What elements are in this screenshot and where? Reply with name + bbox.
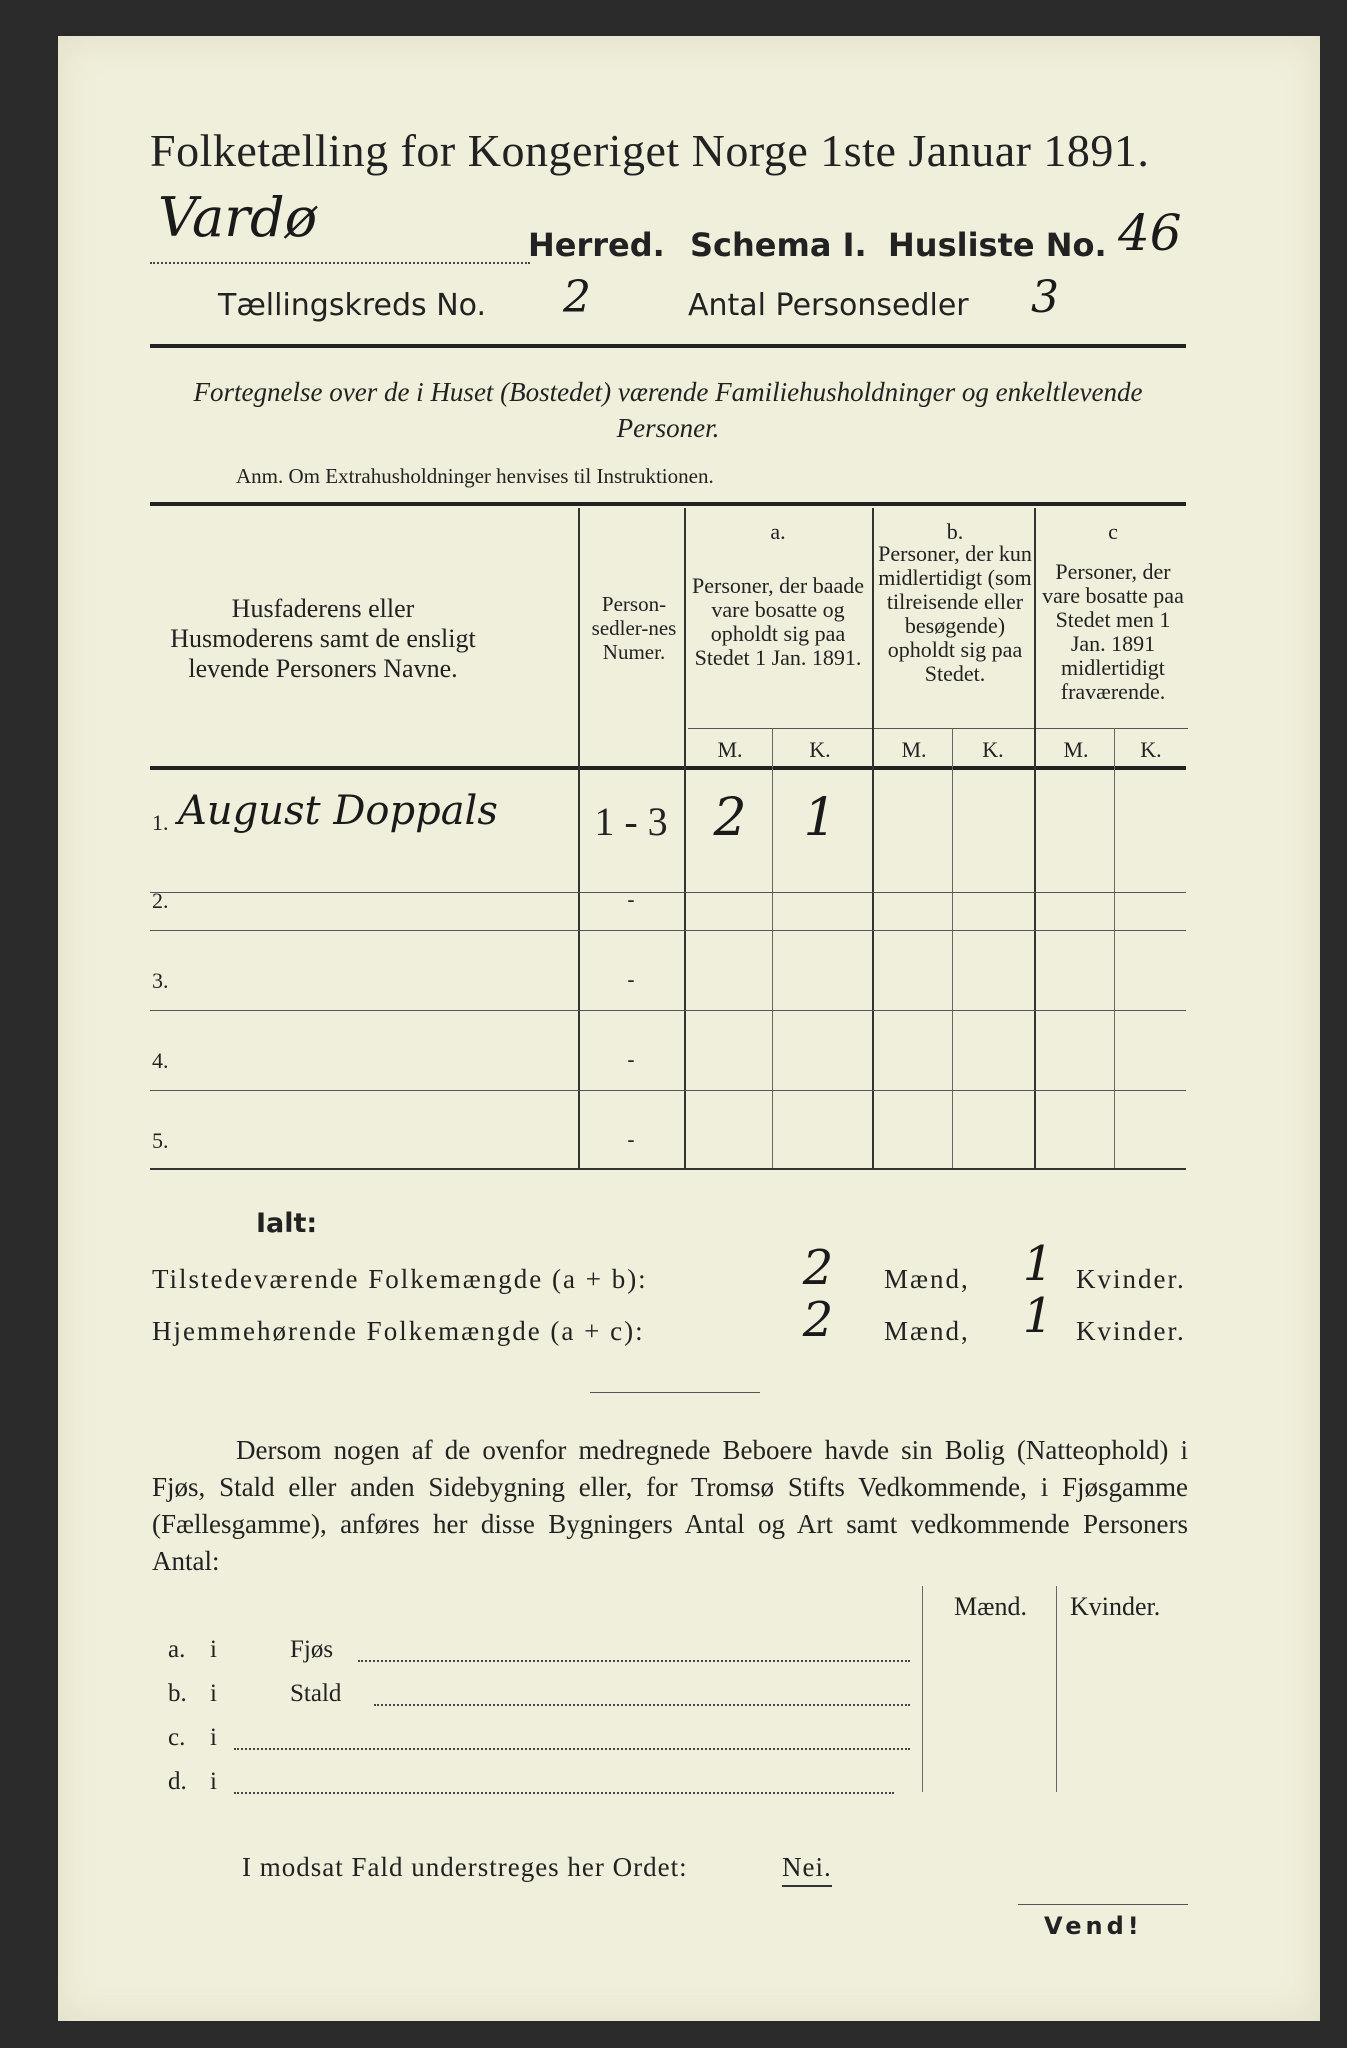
tilstede-kvinder-value: 1 <box>1022 1236 1054 1292</box>
col-divider-2 <box>684 508 686 1168</box>
row-2-number: 2. <box>152 888 169 913</box>
row-5-numer: - <box>627 1128 635 1153</box>
kreds-label: Tællingskreds No. <box>218 288 486 323</box>
antal-label: Antal Personsedler <box>688 288 969 323</box>
row-3-number: 3. <box>152 968 169 993</box>
group-a-text: Personer, der baade vare bosatte og opholdt sig paa Stedet 1 Jan. 1891. <box>692 573 864 670</box>
row-2-numer: - <box>627 888 635 913</box>
row-1-name: August Doppals <box>178 788 498 834</box>
building-c-dots <box>234 1748 910 1750</box>
b-k-label: K. <box>982 737 1004 762</box>
col-header-numer: Person-sedler-nes Numer. <box>591 592 677 664</box>
mk-top-rule <box>688 728 1188 729</box>
building-a-prefix: i <box>210 1636 217 1663</box>
herred-label: Herred. <box>528 226 665 264</box>
tilstede-label: Tilstedeværende Folkemængde (a + b): <box>152 1264 648 1294</box>
c-m-label: M. <box>1063 737 1089 762</box>
row-3-rule <box>150 1010 1186 1011</box>
row-3-numer: - <box>627 968 635 993</box>
hjemme-kvinder-label: Kvinder. <box>1076 1316 1186 1346</box>
group-b-text: Personer, der kun midlertidigt (som tilreisende eller besøgende) opholdt sig paa Stedet. <box>878 541 1032 686</box>
row-4-numer: - <box>627 1048 635 1073</box>
row-4-number: 4. <box>152 1048 169 1073</box>
building-b-prefix: i <box>210 1680 217 1707</box>
buildings-col-maend: Mænd. <box>954 1592 1027 1621</box>
building-a-label: Fjøs <box>290 1636 334 1663</box>
husliste-label: Husliste No. <box>888 226 1107 264</box>
tilstede-maend-label: Mænd, <box>884 1264 970 1294</box>
row-1-numer: 1 - 3 <box>594 799 668 844</box>
building-d-dots <box>234 1792 894 1794</box>
col-divider-b-mk <box>952 728 953 1168</box>
header-rule <box>150 344 1186 348</box>
vend-text: Vend! <box>1044 1912 1143 1940</box>
col-divider-4 <box>1034 508 1036 1168</box>
hjemme-maend-value: 2 <box>802 1292 834 1348</box>
col-divider-c-mk <box>1114 728 1115 1168</box>
group-b-letter: b. <box>946 519 964 544</box>
buildings-divider-1 <box>922 1586 923 1792</box>
table-header-bottom-rule <box>150 766 1186 770</box>
buildings-col-kvinder: Kvinder. <box>1070 1592 1161 1621</box>
row-2-rule <box>150 930 1186 931</box>
buildings-paragraph: Dersom nogen af de ovenfor medregnede Beboere havde sin Bolig (Natteophold) i Fjøs, Stald eller anden Sidebygning eller, for Tromsø Stifts Vedkommende, i Fjøsgamme (Fællesgamme), anføres her disse Bygningers Antal og Art samt vedkommende Personers Antal: <box>152 1435 1188 1576</box>
row-5-number: 5. <box>152 1128 169 1153</box>
table-bottom-rule <box>150 1168 1186 1170</box>
hjemme-label: Hjemmehørende Folkemængde (a + c): <box>152 1316 645 1346</box>
intro-description: Fortegnelse over de i Huset (Bostedet) værende Familiehusholdninger og enkeltlevende Personer. <box>193 377 1143 443</box>
herred-dotted-line <box>150 262 530 264</box>
building-b-label: Stald <box>290 1680 342 1707</box>
hjemme-kvinder-value: 1 <box>1022 1288 1054 1344</box>
antal-value: 3 <box>1031 272 1059 323</box>
row-1-number: 1. <box>152 810 169 835</box>
group-a-letter: a. <box>770 519 786 544</box>
form-title: Folketælling for Kongeriget Norge 1ste Januar 1891. <box>150 125 1150 176</box>
building-a-dots <box>358 1660 910 1662</box>
b-m-label: M. <box>901 737 927 762</box>
building-d-letter: d. <box>168 1768 187 1795</box>
c-k-label: K. <box>1140 737 1162 762</box>
row-4-rule <box>150 1090 1186 1091</box>
row-1-a-k: 1 <box>803 788 837 848</box>
schema-label: Schema I. <box>690 226 867 264</box>
a-m-label: M. <box>717 737 743 762</box>
a-k-label: K. <box>809 737 831 762</box>
herred-name: Vardø <box>158 186 318 249</box>
modsat-text: I modsat Fald understreges her Ordet: <box>242 1852 688 1882</box>
husliste-number: 46 <box>1118 204 1182 262</box>
building-d-prefix: i <box>210 1768 217 1795</box>
anm-note: Anm. Om Extrahusholdninger henvises til Instruktionen. <box>236 464 714 488</box>
nei-word: Nei. <box>782 1852 832 1887</box>
vend-rule <box>1018 1904 1188 1905</box>
building-c-prefix: i <box>210 1724 217 1751</box>
building-c-letter: c. <box>168 1724 186 1751</box>
table-top-rule <box>150 502 1186 506</box>
col-header-names: Husfaderens eller Husmoderens samt de ensligt levende Personers Navne. <box>170 594 476 683</box>
tilstede-kvinder-label: Kvinder. <box>1076 1264 1186 1294</box>
hjemme-maend-label: Mænd, <box>884 1316 970 1346</box>
kreds-number: 2 <box>563 272 591 323</box>
group-c-text: Personer, der vare bosatte paa Stedet men 1 Jan. 1891 midlertidigt fraværende. <box>1042 559 1184 704</box>
row-1-a-m: 2 <box>713 788 747 848</box>
building-b-dots <box>374 1704 910 1706</box>
building-a-letter: a. <box>168 1636 186 1663</box>
section-separator <box>590 1392 760 1393</box>
building-b-letter: b. <box>168 1680 187 1707</box>
group-c-letter: c <box>1108 519 1118 544</box>
buildings-divider-2 <box>1056 1586 1057 1792</box>
census-form-sheet <box>58 36 1320 2021</box>
ialt-label: Ialt: <box>256 1208 318 1239</box>
col-divider-3 <box>872 508 874 1168</box>
tilstede-maend-value: 2 <box>802 1240 834 1296</box>
